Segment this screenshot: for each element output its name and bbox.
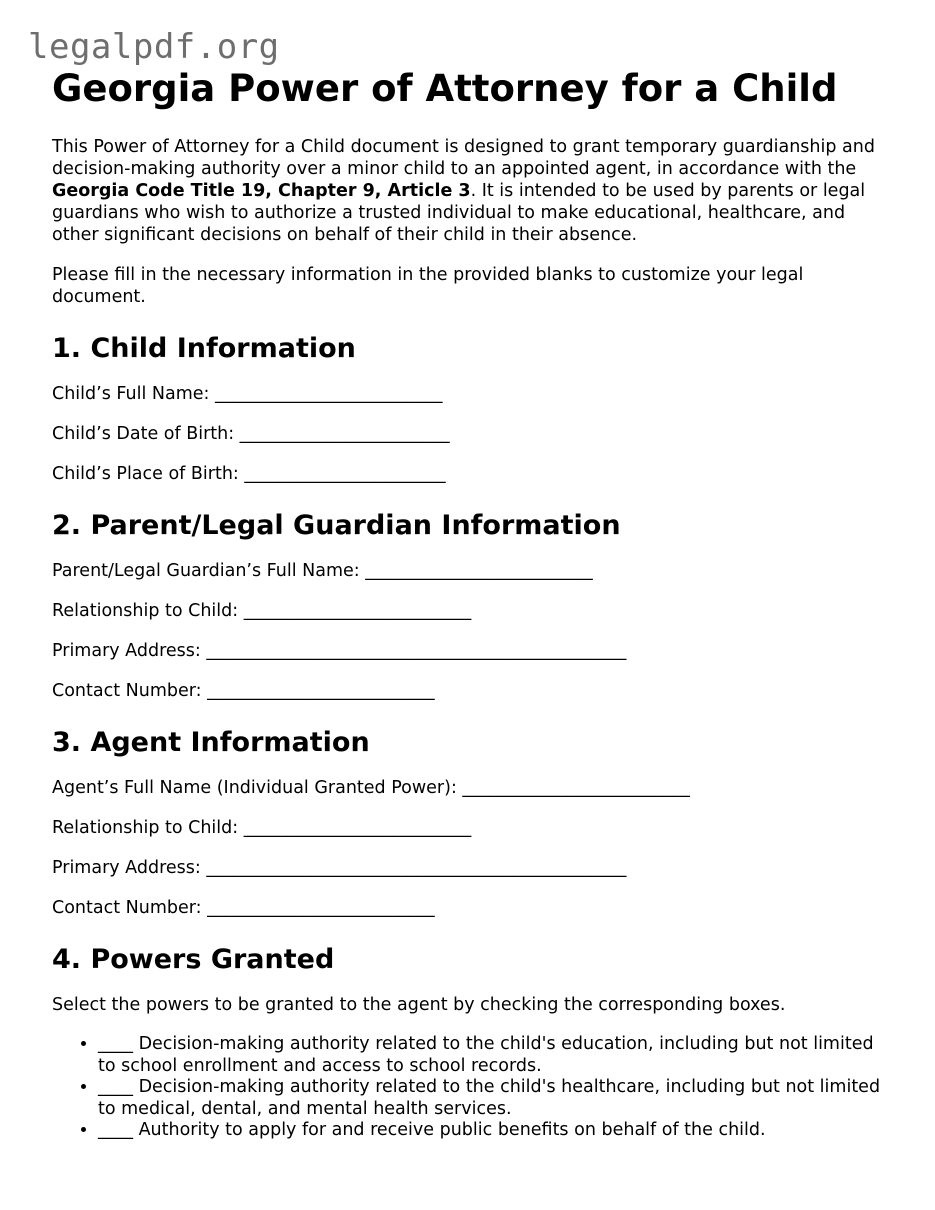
intro-text-end: . It is intended to be used by parents or legal guardians who wish to authorize a trusted individual to make educational, healthcare, and other significant decisions on behalf of their child in their absence. [52, 181, 866, 245]
powers-instruction: Select the powers to be granted to the agent by checking the corresponding boxes. [52, 995, 786, 1015]
field-parent-full-name[interactable]: Parent/Legal Guardian’s Full Name: __________________________ [52, 561, 593, 581]
field-child-date-of-birth[interactable]: Child’s Date of Birth: ________________________ [52, 424, 450, 444]
field-agent-relationship[interactable]: Relationship to Child: __________________________ [52, 818, 472, 838]
intro-paragraph [52, 136, 892, 246]
document-title: Georgia Power of Attorney for a Child [52, 67, 838, 110]
field-agent-full-name[interactable]: Agent’s Full Name (Individual Granted Power): __________________________ [52, 778, 690, 798]
intro-text-start: This Power of Attorney for a Child document is designed to grant temporary guardianship and decision-making authority over a minor child to an appointed agent, in accordance with the [52, 137, 875, 179]
fill-instruction: Please fill in the necessary information in the provided blanks to customize your legal document. [52, 265, 804, 307]
section-heading-parent: 2. Parent/Legal Guardian Information [52, 510, 621, 541]
field-parent-contact[interactable]: Contact Number: __________________________ [52, 681, 435, 701]
field-parent-address[interactable]: Primary Address: ________________________________________________ [52, 641, 627, 661]
powers-list [52, 1034, 892, 1142]
document-page [52, 66, 892, 1142]
watermark: legalpdf.org [28, 27, 280, 67]
section-heading-agent: 3. Agent Information [52, 727, 370, 758]
field-agent-contact[interactable]: Contact Number: __________________________ [52, 898, 435, 918]
field-agent-address[interactable]: Primary Address: ________________________________________________ [52, 858, 627, 878]
field-child-full-name[interactable]: Child’s Full Name: __________________________ [52, 384, 443, 404]
statute-reference: Georgia Code Title 19, Chapter 9, Article 3 [52, 181, 471, 201]
power-item-education[interactable]: • ____ Decision-making authority related to the child's education, including but not limited to school enrollment and access to school records. [98, 1034, 892, 1077]
field-child-place-of-birth[interactable]: Child’s Place of Birth: _______________________ [52, 464, 446, 484]
section-heading-child: 1. Child Information [52, 333, 356, 364]
power-item-public-benefits[interactable]: • ____ Authority to apply for and receive public benefits on behalf of the child. [98, 1120, 892, 1142]
power-item-healthcare[interactable]: • ____ Decision-making authority related to the child's healthcare, including but not limited to medical, dental, and mental health services. [98, 1077, 892, 1120]
field-parent-relationship[interactable]: Relationship to Child: __________________________ [52, 601, 472, 621]
section-heading-powers: 4. Powers Granted [52, 944, 335, 975]
